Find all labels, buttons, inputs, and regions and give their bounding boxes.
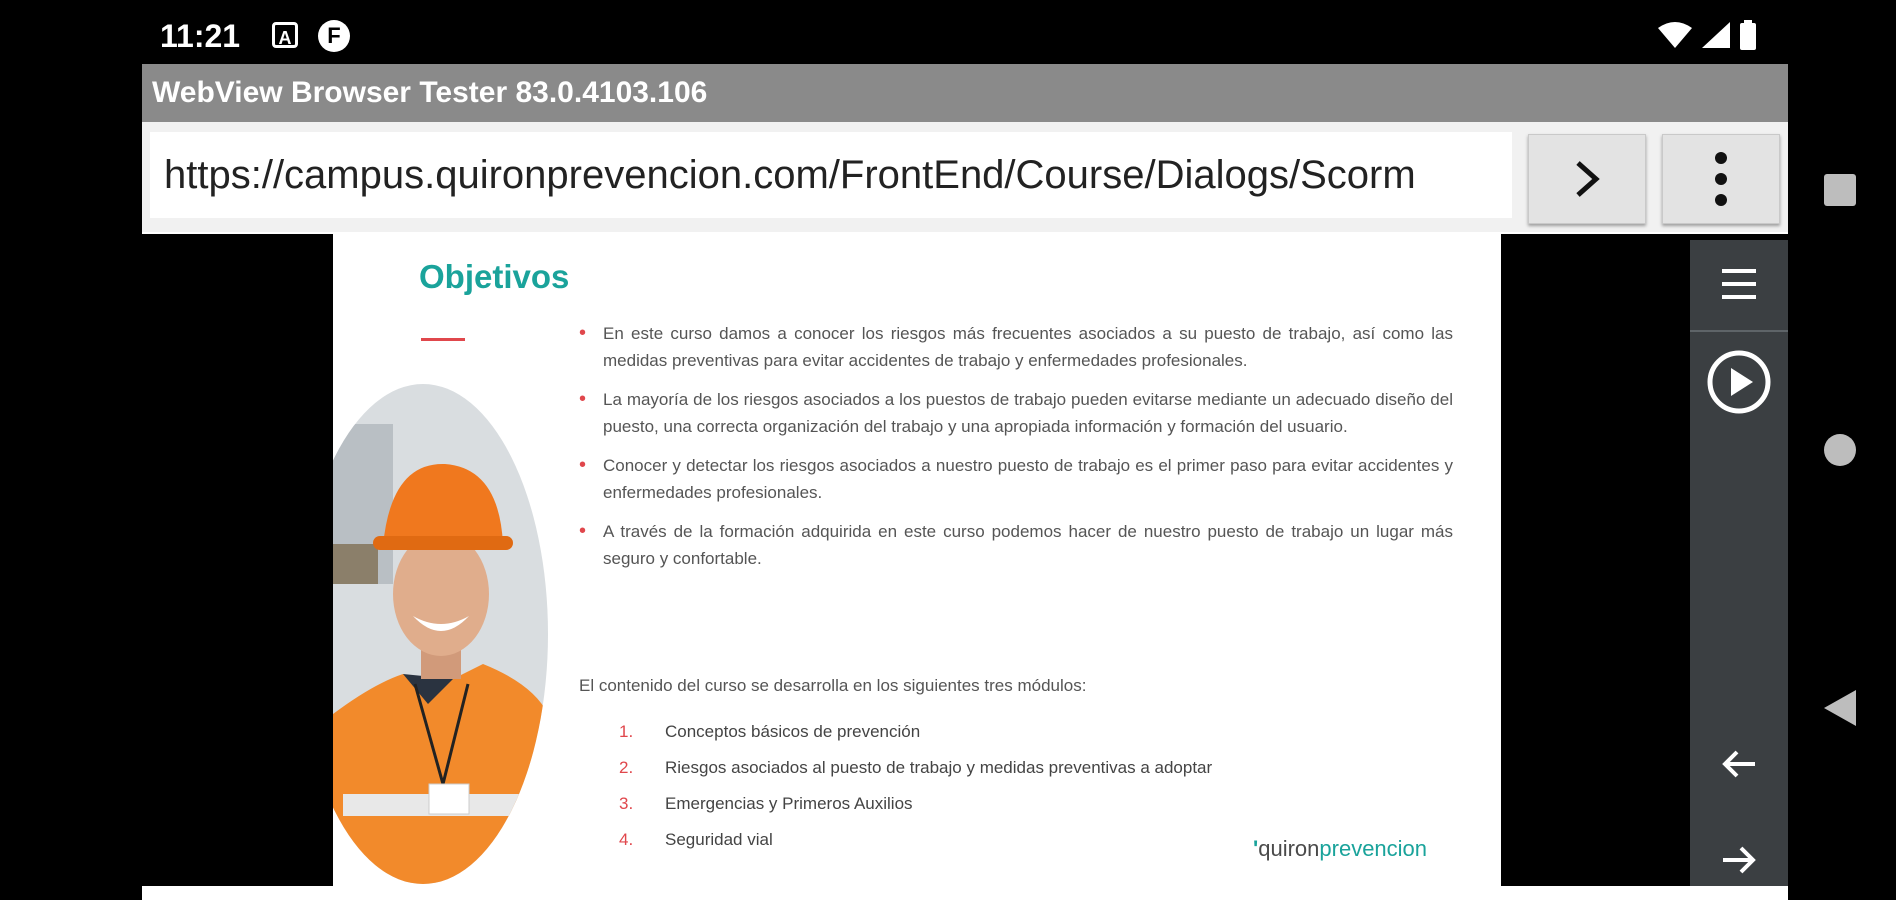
status-time: 11:21 <box>160 18 241 54</box>
module-label: Riesgos asociados al puesto de trabajo y medidas preventivas a adoptar <box>665 758 1213 777</box>
arrow-left-icon <box>1721 749 1757 779</box>
notification-a-icon: A <box>272 22 298 48</box>
square-nav-icon <box>1822 172 1858 208</box>
module-item <box>619 750 1212 786</box>
more-vertical-icon <box>1714 151 1728 207</box>
arrow-right-icon <box>1721 845 1757 875</box>
slide-title: Objetivos <box>419 258 570 295</box>
modules-intro: El contenido del curso se desarrolla en los siguientes tres módulos: <box>579 676 1087 695</box>
overflow-menu-button[interactable] <box>1662 134 1780 224</box>
toolbar-divider <box>1690 330 1788 332</box>
module-number: 4. <box>619 830 634 849</box>
battery-icon <box>1740 20 1756 50</box>
module-label: Emergencias y Primeros Auxilios <box>665 794 913 813</box>
module-number: 1. <box>619 722 634 741</box>
objective-item: • La mayoría de los riesgos asociados a los puestos de trabajo pueden evitarse mediante un adecuado diseño del puesto, una correcta organización del trabajo y una apropiada información y formación del usuario. <box>573 386 1453 440</box>
objective-item: • En este curso damos a conocer los riesgos más frecuentes asociados a su puesto de trabajo, así como las medidas preventivas para evitar accidentes de trabajo y enfermedades profesionales. <box>573 320 1453 374</box>
modules-list <box>619 714 1212 858</box>
play-icon <box>1706 349 1772 415</box>
objectives-list <box>573 320 1453 584</box>
status-icons <box>1658 20 1756 50</box>
next-button[interactable] <box>1690 840 1788 880</box>
module-number: 3. <box>619 794 634 813</box>
signal-icon <box>1702 22 1730 48</box>
app-title: WebView Browser Tester 83.0.4103.106 <box>142 64 1788 122</box>
address-bar-row <box>142 122 1788 232</box>
course-slide <box>333 234 1501 886</box>
chevron-right-icon <box>1572 159 1602 199</box>
page-bottom-strip <box>142 886 1788 900</box>
back-button[interactable] <box>1822 688 1858 733</box>
play-button[interactable] <box>1690 348 1788 416</box>
menu-icon <box>1722 269 1756 299</box>
module-number: 2. <box>619 758 634 777</box>
url-input[interactable]: https://campus.quironprevencion.com/FrontEnd/Course/Dialogs/Scorm <box>150 132 1512 218</box>
module-item <box>619 822 1212 858</box>
module-label: Conceptos básicos de prevención <box>665 722 921 741</box>
wifi-icon <box>1658 22 1692 48</box>
title-underline <box>421 338 465 341</box>
menu-button[interactable] <box>1690 262 1788 306</box>
objective-item: • Conocer y detectar los riesgos asociados a nuestro puesto de trabajo es el primer paso para evitar accidentes y enfermedades profesionales. <box>573 452 1453 506</box>
quironprevencion-logo: 'quironprevencion <box>1253 836 1428 861</box>
objective-item: • A través de la formación adquirida en este curso podemos hacer de nuestro puesto de trabajo un lugar más seguro y confortable. <box>573 518 1453 572</box>
webview-content <box>142 234 1788 886</box>
webview-app <box>142 64 1788 900</box>
worker-photo <box>333 384 548 884</box>
go-button[interactable] <box>1528 134 1646 224</box>
previous-button[interactable] <box>1690 744 1788 784</box>
module-item <box>619 714 1212 750</box>
circle-nav-icon <box>1822 432 1858 468</box>
recents-button[interactable] <box>1822 172 1858 213</box>
module-item <box>619 786 1212 822</box>
player-toolbar <box>1690 240 1788 886</box>
notification-f-icon: F <box>318 20 350 52</box>
home-button[interactable] <box>1822 432 1858 473</box>
module-label: Seguridad vial <box>665 830 773 849</box>
status-bar <box>140 8 1756 60</box>
triangle-nav-icon <box>1822 688 1858 728</box>
